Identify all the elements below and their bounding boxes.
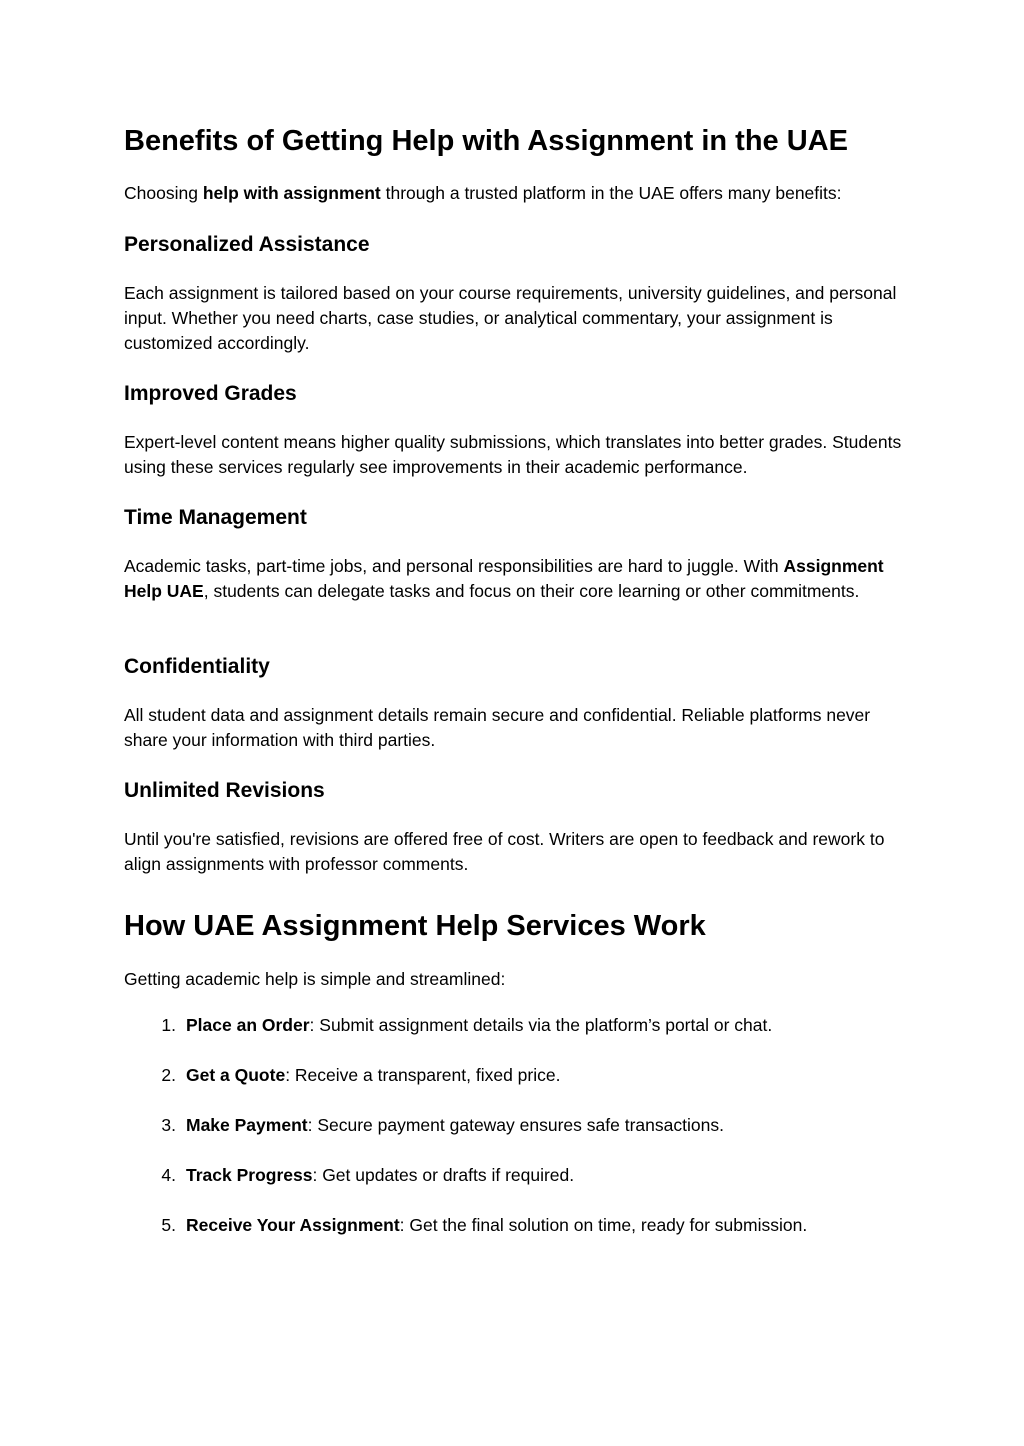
body-personalized-assistance: Each assignment is tailored based on your course requirements, university guidelines, and personal input. Whether you need charts, case studies, or analytical commentary, your assignment is customized accordingly. [124, 283, 897, 353]
body-unlimited-revisions: Until you're satisfied, revisions are offered free of cost. Writers are open to feedback and rework to align assignments with professor comments. [124, 829, 885, 874]
section-benefits-title: Benefits of Getting Help with Assignment in the UAE [124, 125, 848, 157]
list-item [124, 1113, 724, 1138]
body-time-management [124, 554, 914, 604]
step-text: : Receive a transparent, fixed price. [285, 1065, 561, 1085]
list-item [124, 1163, 574, 1188]
heading-unlimited-revisions: Unlimited Revisions [124, 779, 325, 802]
step-text: : Secure payment gateway ensures safe transactions. [307, 1115, 724, 1135]
step-number: 4. [161, 1165, 176, 1185]
step-text: : Submit assignment details via the platform’s portal or chat. [309, 1015, 773, 1035]
step-label: Make Payment [186, 1115, 308, 1135]
step-number: 5. [161, 1215, 176, 1235]
benefits-intro-suffix: through a trusted platform in the UAE offers many benefits: [380, 183, 842, 203]
benefits-intro-prefix: Choosing [124, 183, 203, 203]
step-number: 1. [161, 1015, 176, 1035]
step-number: 2. [161, 1065, 176, 1085]
time-management-prefix: Academic tasks, part-time jobs, and personal responsibilities are hard to juggle. With [124, 556, 784, 576]
heading-improved-grades: Improved Grades [124, 382, 297, 405]
how-it-works-intro: Getting academic help is simple and streamlined: [124, 969, 506, 989]
step-text: : Get the final solution on time, ready for submission. [399, 1215, 808, 1235]
benefits-intro [124, 181, 914, 206]
benefits-intro-bold: help with assignment [202, 183, 381, 203]
section-how-it-works-title: How UAE Assignment Help Services Work [124, 910, 706, 942]
heading-personalized-assistance: Personalized Assistance [124, 233, 370, 256]
body-confidentiality: All student data and assignment details remain secure and confidential. Reliable platforms never share your information with third parties. [124, 705, 871, 750]
step-text: : Get updates or drafts if required. [312, 1165, 575, 1185]
step-number: 3. [161, 1115, 176, 1135]
list-item [124, 1013, 772, 1038]
time-management-bold: Assignment Help UAE [124, 556, 884, 601]
list-item [124, 1213, 807, 1238]
time-management-suffix: , students can delegate tasks and focus on their core learning or other commitments. [203, 581, 860, 601]
heading-confidentiality: Confidentiality [124, 655, 270, 678]
step-label: Track Progress [186, 1165, 313, 1185]
step-label: Place an Order [186, 1015, 310, 1035]
step-label: Receive Your Assignment [186, 1215, 400, 1235]
body-improved-grades: Expert-level content means higher quality submissions, which translates into better grades. Students using these services regularly see improvements in their academic performance. [124, 432, 902, 477]
step-label: Get a Quote [186, 1065, 286, 1085]
heading-time-management: Time Management [124, 506, 307, 529]
list-item [124, 1063, 560, 1088]
